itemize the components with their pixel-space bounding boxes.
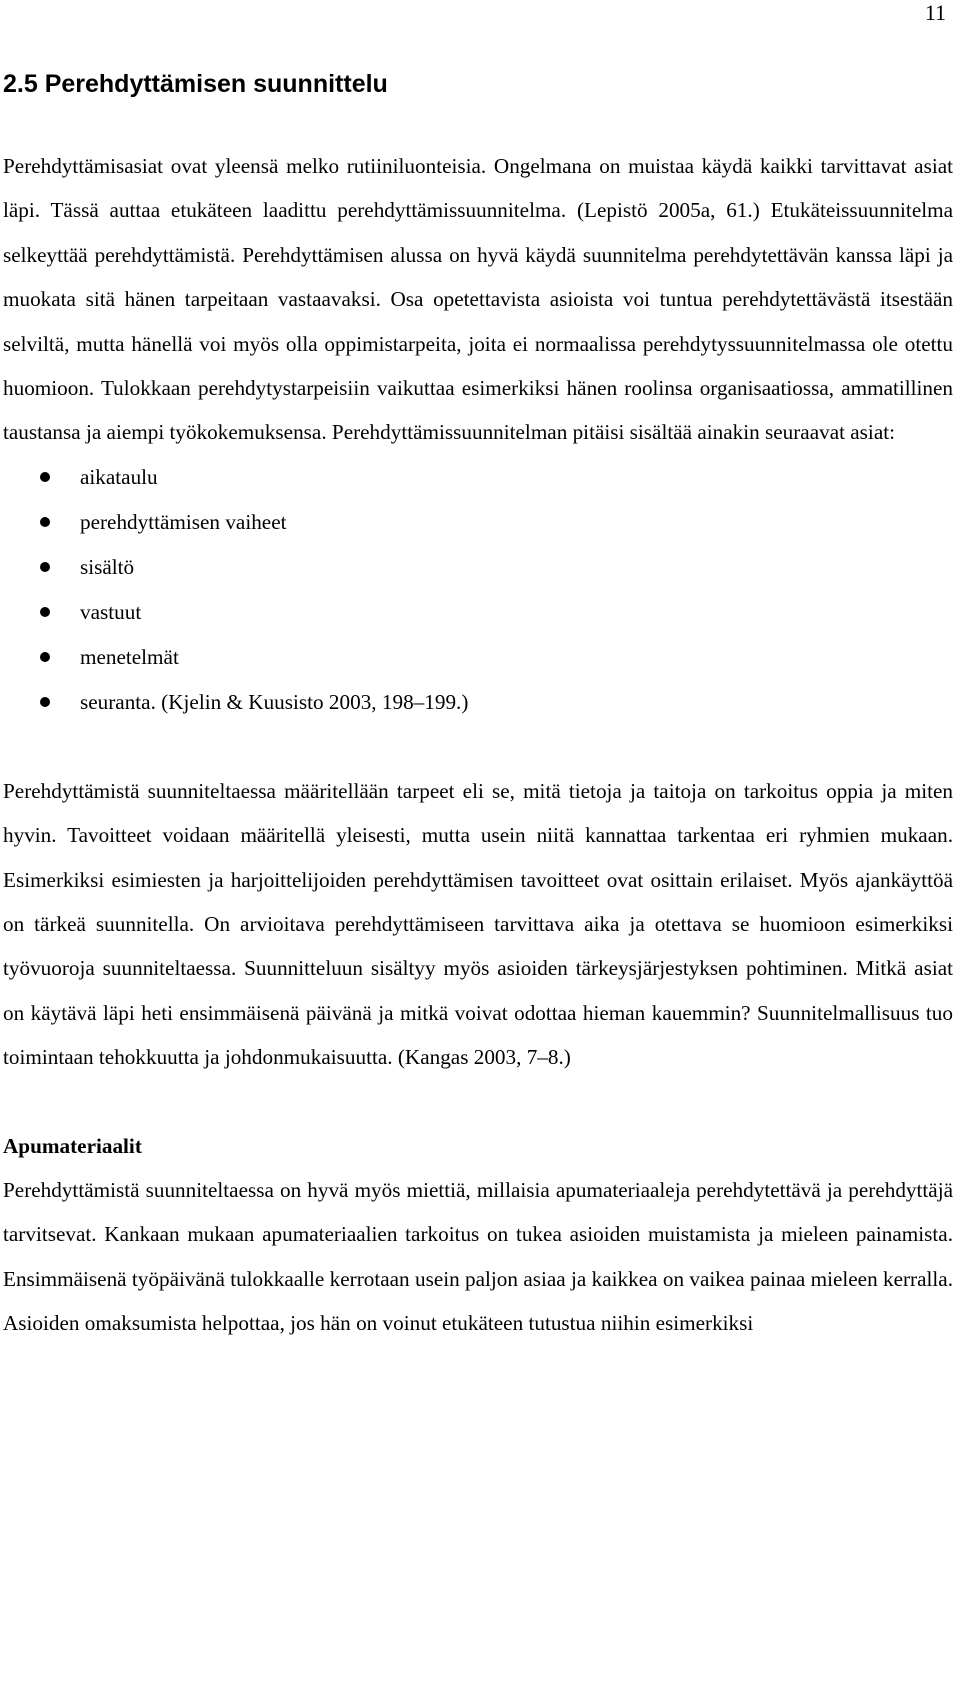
paragraph-materials: Perehdyttämistä suunniteltaessa on hyvä myös miettiä, millaisia apumateriaaleja perehdytettävä ja perehdyttäjä tarvitsevat. Kankaan mukaan apumateriaalien tarkoitus on tukea asioiden muistamista ja mieleen painamista. Ensimmäisenä työpäivänä tulokkaalle kerrotaan usein paljon asiaa ja kaikkea on vaikea painaa mieleen kerralla. Asioiden omaksumista helpottaa, jos hän on voinut etukäteen tutustua niihin esimerkiksi [3,1177,953,1335]
bullet-list [3,455,953,725]
list-item: vastuut [3,590,953,635]
list-item: perehdyttämisen vaiheet [3,500,953,545]
section-heading: 2.5 Perehdyttämisen suunnittelu [3,70,388,98]
list-item: aikataulu [3,455,953,500]
document-body [3,64,953,1345]
list-item: seuranta. (Kjelin & Kuusisto 2003, 198–199.) [3,680,953,725]
spacer [3,104,953,144]
spacer [3,725,953,769]
subsection-heading: Apumateriaalit [3,1133,142,1158]
list-item: sisältö [3,545,953,590]
paragraph-planning: Perehdyttämistä suunniteltaessa määritellään tarpeet eli se, mitä tietoja ja taitoja on tarkoitus oppia ja miten hyvin. Tavoitteet voidaan määritellä yleisesti, mutta usein niitä kannattaa tarkentaa eri ryhmien mukaan. Esimerkiksi esimiesten ja harjoittelijoiden perehdyttämisen tavoitteet ovat osittain erilaiset. Myös ajankäyttöä on tärkeä suunnitella. On arvioitava perehdyttämiseen tarvittava aika ja otettava se huomioon esimerkiksi työvuoroja suunniteltaessa. Suunnitteluun sisältyy myös asioiden tärkeysjärjestyksen pohtiminen. Mitkä asiat on käytävä läpi heti ensimmäisenä päivänä ja mitkä voivat odottaa hieman kauemmin? Suunnitelmallisuus tuo toimintaan tehokkuutta ja johdonmukaisuutta. (Kangas 2003, 7–8.) [3,778,953,1070]
page-number: 11 [924,0,946,25]
spacer [3,1080,953,1124]
paragraph-intro: Perehdyttämisasiat ovat yleensä melko rutiiniluonteisia. Ongelmana on muistaa käydä kaikki tarvittavat asiat läpi. Tässä auttaa etukäteen laadittu perehdyttämissuunnitelma. (Lepistö 2005a, 61.) Etukäteissuunnitelma selkeyttää perehdyttämistä. Perehdyttämisen alussa on hyvä käydä suunnitelma perehdytettävän kanssa läpi ja muokata sitä hänen tarpeitaan vastaavaksi. Osa opetettavista asioista voi tuntua perehdytettävästä itsestään selviltä, mutta hänellä voi myös olla oppimistarpeita, joita ei normaalissa perehdytyssuunnitelmassa ole otettu huomioon. Tulokkaan perehdytystarpeisiin vaikuttaa esimerkiksi hänen roolinsa organisaatiossa, ammatillinen taustansa ja aiempi työkokemuksensa. Perehdyttämissuunnitelman pitäisi sisältää ainakin seuraavat asiat: [3,154,953,445]
list-item: menetelmät [3,635,953,680]
